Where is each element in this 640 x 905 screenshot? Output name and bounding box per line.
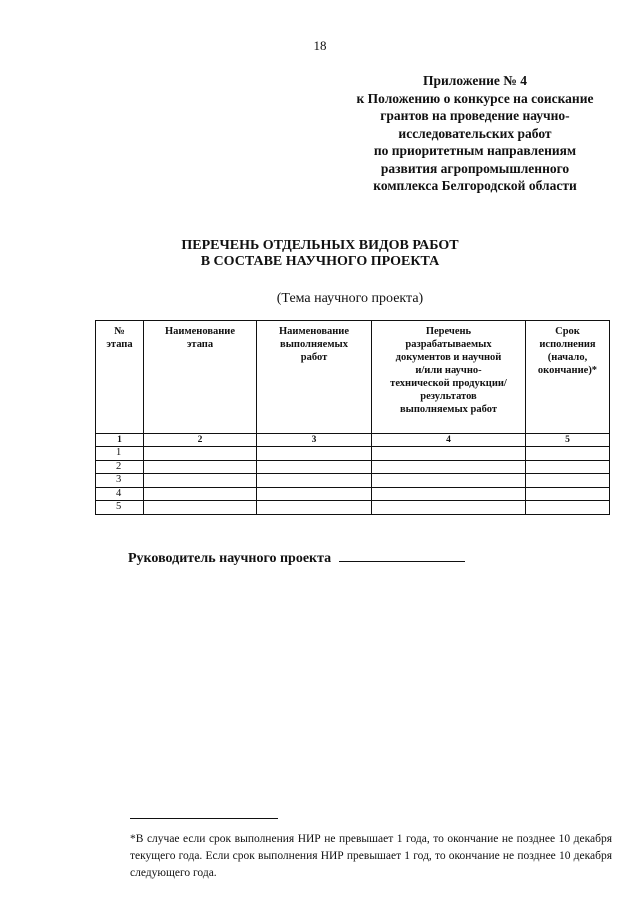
header-text: и/или научно- <box>415 365 482 376</box>
header-text: разрабатываемых <box>405 339 492 350</box>
header-text: окончание)* <box>537 365 598 376</box>
header-text: Срок <box>555 326 580 337</box>
appendix-line: исследовательских работ <box>398 125 552 141</box>
table-cell[interactable] <box>144 474 257 488</box>
footnote: *В случае если срок выполнения НИР не превышает 1 года, то окончание не позднее 10 декабря текущего года. Если срок выполнения НИР превышает 1 год, то окончание не позднее 10 декабря следующего года. <box>130 833 612 879</box>
appendix-line: комплекса Белгородской области <box>373 178 577 193</box>
footnote-separator <box>130 818 278 819</box>
appendix-line: Приложение № 4 <box>423 73 527 88</box>
row-number: 5 <box>96 501 144 515</box>
table-cell[interactable] <box>372 474 526 488</box>
table-cell[interactable] <box>526 474 610 488</box>
header-deadline <box>526 321 610 434</box>
header-text: выполняемых работ <box>399 404 497 415</box>
document-title <box>0 238 640 270</box>
header-text: этапа <box>186 339 214 350</box>
header-text: документов и научной <box>395 352 502 363</box>
table-cell[interactable] <box>257 447 372 461</box>
signature-block <box>128 549 465 567</box>
header-text: (начало, <box>547 352 588 363</box>
table-cell[interactable] <box>257 460 372 474</box>
header-text: № <box>114 326 125 337</box>
column-number: 5 <box>526 434 610 447</box>
header-text: технической продукции/ <box>390 378 507 389</box>
header-text: Перечень <box>425 326 472 337</box>
column-number: 4 <box>372 434 526 447</box>
table-cell[interactable] <box>372 487 526 501</box>
header-text: выполняемых <box>280 339 348 350</box>
table-cell[interactable] <box>526 501 610 515</box>
title-line-1: ПЕРЕЧЕНЬ ОТДЕЛЬНЫХ ВИДОВ РАБОТ <box>181 238 459 253</box>
table-row <box>96 487 610 501</box>
header-deliverables <box>372 321 526 434</box>
table-header-row <box>96 321 610 434</box>
header-text: Наименование <box>279 326 349 337</box>
table-cell[interactable] <box>257 487 372 501</box>
table-cell[interactable] <box>372 447 526 461</box>
header-text: работ <box>300 352 328 363</box>
header-text: результатов <box>420 391 477 402</box>
table-row <box>96 474 610 488</box>
signature-line[interactable] <box>339 549 465 562</box>
table-row <box>96 501 610 515</box>
table-row <box>96 447 610 461</box>
table-cell[interactable] <box>144 460 257 474</box>
row-number: 4 <box>96 487 144 501</box>
column-number: 3 <box>257 434 372 447</box>
column-number: 1 <box>96 434 144 447</box>
table-row <box>96 460 610 474</box>
row-number: 1 <box>96 447 144 461</box>
header-stage-number <box>96 321 144 434</box>
table-cell[interactable] <box>526 487 610 501</box>
table-cell[interactable] <box>372 460 526 474</box>
column-number-row <box>96 434 610 447</box>
appendix-line: грантов на проведение научно- <box>380 108 570 123</box>
project-topic-placeholder: (Тема научного проекта) <box>276 291 424 306</box>
title-line-2: В СОСТАВЕ НАУЧНОГО ПРОЕКТА <box>200 254 440 269</box>
table-cell[interactable] <box>144 487 257 501</box>
table-cell[interactable] <box>526 447 610 461</box>
appendix-line: развития агропромышленного <box>380 160 570 176</box>
appendix-line: к Положению о конкурсе на соискание <box>356 90 594 106</box>
table-cell[interactable] <box>257 474 372 488</box>
table-cell[interactable] <box>144 447 257 461</box>
works-table <box>95 320 610 515</box>
header-text: Наименование <box>165 326 235 337</box>
table-cell[interactable] <box>257 501 372 515</box>
appendix-heading <box>330 72 620 195</box>
header-text: исполнения <box>539 339 596 350</box>
table-cell[interactable] <box>144 501 257 515</box>
page-number: 18 <box>313 38 327 53</box>
column-number: 2 <box>144 434 257 447</box>
header-stage-name <box>144 321 257 434</box>
header-text: этапа <box>106 339 133 350</box>
signature-label: Руководитель научного проекта <box>128 551 332 566</box>
header-works-name <box>257 321 372 434</box>
table-cell[interactable] <box>372 501 526 515</box>
appendix-line: по приоритетным направлениям <box>373 143 577 158</box>
table-cell[interactable] <box>526 460 610 474</box>
row-number: 2 <box>96 460 144 474</box>
row-number: 3 <box>96 474 144 488</box>
